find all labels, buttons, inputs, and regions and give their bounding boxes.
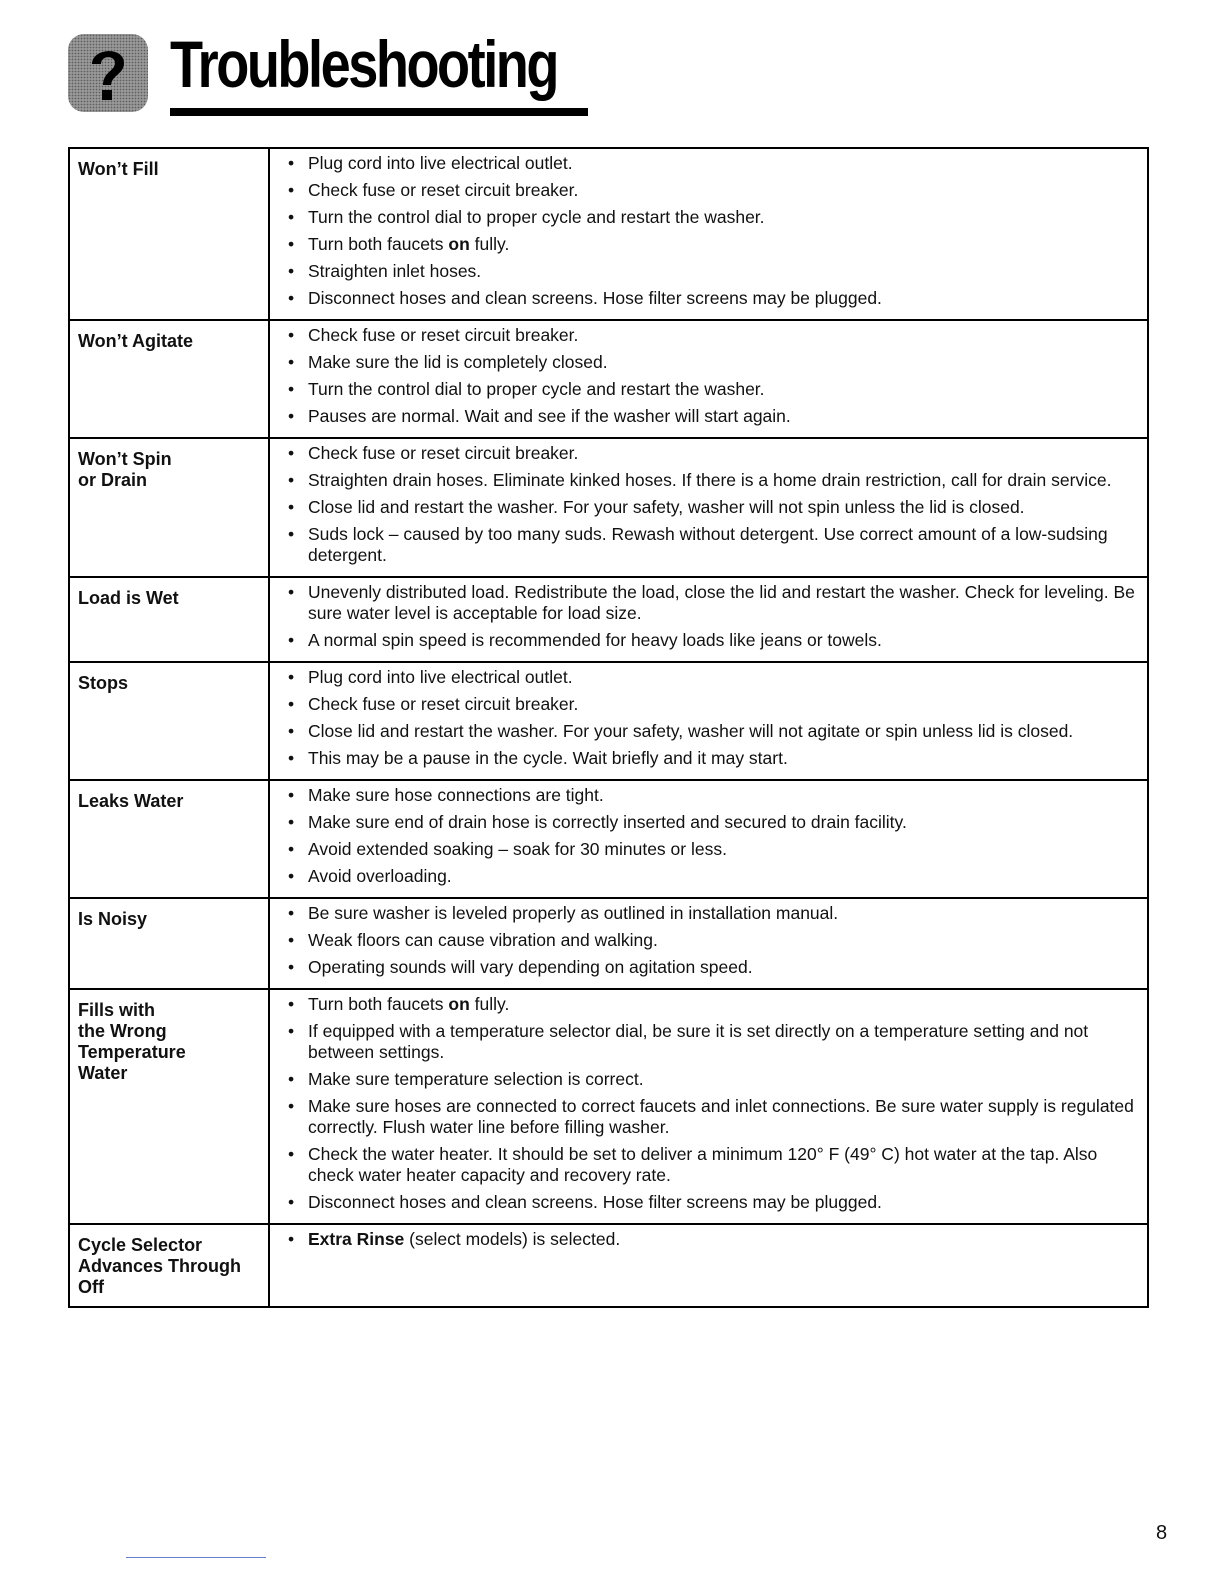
remedy-text: Turn both faucets: [308, 234, 449, 254]
remedy-list: [288, 785, 1141, 887]
problem-label: Load is Wet: [78, 588, 179, 608]
remedy-item: [288, 748, 1141, 769]
remedy-list: [288, 325, 1141, 427]
remedy-item: [288, 1192, 1141, 1213]
remedy-text: Close lid and restart the washer. For your safety, washer will not spin unless the lid is closed.: [308, 497, 1025, 517]
remedy-text: Straighten inlet hoses.: [308, 261, 482, 281]
remedy-text: Check fuse or reset circuit breaker.: [308, 325, 579, 345]
remedy-emphasis: Extra Rinse: [308, 1229, 405, 1249]
remedy-text: Be sure washer is leveled properly as outlined in installation manual.: [308, 903, 839, 923]
remedy-item: [288, 839, 1141, 860]
remedy-text: Make sure the lid is completely closed.: [308, 352, 608, 372]
problem-label: or Drain: [78, 470, 148, 490]
problem-label: Cycle Selector: [78, 1235, 203, 1255]
table-row: [69, 577, 1148, 662]
remedy-item: [288, 524, 1141, 566]
remedies-cell: [269, 1224, 1148, 1307]
page-title: Troubleshooting: [170, 27, 558, 101]
remedy-emphasis: on: [448, 994, 470, 1014]
question-mark-icon: [68, 34, 148, 112]
remedy-item: [288, 1021, 1141, 1063]
remedy-item: [288, 207, 1141, 228]
title-underline: [170, 108, 588, 116]
problem-label: Water: [78, 1063, 128, 1083]
remedy-text: A normal spin speed is recommended for heavy loads like jeans or towels.: [308, 630, 882, 650]
remedy-text: Check fuse or reset circuit breaker.: [308, 180, 579, 200]
table-row: [69, 662, 1148, 780]
problem-cell: [69, 1224, 269, 1307]
remedy-text: Check the water heater. It should be set to deliver a minimum 120° F (49° C) hot water at the tap. Also check water heater capacity and recovery rate.: [308, 1144, 1098, 1185]
remedy-text: Make sure temperature selection is correct.: [308, 1069, 644, 1089]
remedy-item: [288, 180, 1141, 201]
remedy-list: [288, 153, 1141, 309]
remedy-item: [288, 470, 1141, 491]
remedy-item: [288, 1229, 1141, 1250]
remedy-text: Turn the control dial to proper cycle and restart the washer.: [308, 207, 765, 227]
problem-label: Leaks Water: [78, 791, 184, 811]
remedy-text: Disconnect hoses and clean screens. Hose filter screens may be plugged.: [308, 1192, 882, 1212]
remedies-cell: [269, 577, 1148, 662]
remedy-list: [288, 1229, 1141, 1250]
remedy-item: [288, 903, 1141, 924]
remedy-text: Avoid extended soaking – soak for 30 minutes or less.: [308, 839, 727, 859]
remedy-text: Weak floors can cause vibration and walking.: [308, 930, 658, 950]
remedy-item: [288, 785, 1141, 806]
table-row: [69, 989, 1148, 1224]
remedy-text: This may be a pause in the cycle. Wait briefly and it may start.: [308, 748, 788, 768]
remedy-text: Turn both faucets: [308, 994, 449, 1014]
remedy-item: [288, 930, 1141, 951]
remedy-list: [288, 667, 1141, 769]
table-row: [69, 1224, 1148, 1307]
remedy-text: Straighten drain hoses. Eliminate kinked hoses. If there is a home drain restriction, call for drain service.: [308, 470, 1112, 490]
remedy-item: [288, 630, 1141, 651]
remedy-item: [288, 957, 1141, 978]
remedies-cell: [269, 320, 1148, 438]
table-row: [69, 148, 1148, 320]
troubleshooting-table: [68, 147, 1149, 1308]
table-row: [69, 780, 1148, 898]
remedy-item: [288, 1144, 1141, 1186]
remedy-text: Turn the control dial to proper cycle and restart the washer.: [308, 379, 765, 399]
problem-cell: [69, 780, 269, 898]
table-row: [69, 438, 1148, 577]
problem-label: Won’t Fill: [78, 159, 159, 179]
remedy-item: [288, 994, 1141, 1015]
remedy-item: [288, 1096, 1141, 1138]
problem-label: Off: [78, 1277, 104, 1297]
remedy-list: [288, 994, 1141, 1213]
problem-label: Temperature: [78, 1042, 186, 1062]
problem-cell: [69, 320, 269, 438]
problem-label: Is Noisy: [78, 909, 148, 929]
remedy-list: [288, 582, 1141, 651]
remedy-text: fully.: [469, 994, 510, 1014]
remedies-cell: [269, 662, 1148, 780]
problem-label: Stops: [78, 673, 129, 693]
remedies-cell: [269, 438, 1148, 577]
remedy-text: Suds lock – caused by too many suds. Rewash without detergent. Use correct amount of a low-sudsing detergent.: [308, 524, 1108, 565]
remedy-item: [288, 812, 1141, 833]
remedy-item: [288, 234, 1141, 255]
remedy-text: Avoid overloading.: [308, 866, 452, 886]
remedy-item: [288, 352, 1141, 373]
remedy-text: Check fuse or reset circuit breaker.: [308, 694, 579, 714]
remedy-item: [288, 443, 1141, 464]
problem-cell: [69, 662, 269, 780]
remedy-item: [288, 582, 1141, 624]
remedy-text: (select models) is selected.: [404, 1229, 621, 1249]
remedy-text: Disconnect hoses and clean screens. Hose filter screens may be plugged.: [308, 288, 882, 308]
footer-rule: [126, 1557, 266, 1558]
page-number: 8: [1156, 1522, 1168, 1544]
remedy-list: [288, 443, 1141, 566]
remedy-text: Unevenly distributed load. Redistribute the load, close the lid and restart the washer. Check for leveling. Be sure water level is acceptable for load size.: [308, 582, 1135, 623]
remedy-item: [288, 497, 1141, 518]
problem-cell: [69, 438, 269, 577]
problem-cell: [69, 898, 269, 989]
remedy-text: fully.: [469, 234, 510, 254]
remedies-cell: [269, 989, 1148, 1224]
remedy-item: [288, 866, 1141, 887]
remedy-text: Plug cord into live electrical outlet.: [308, 667, 573, 687]
problem-label: Won’t Spin: [78, 449, 172, 469]
remedy-item: [288, 667, 1141, 688]
remedy-text: Make sure hose connections are tight.: [308, 785, 604, 805]
problem-label: the Wrong: [78, 1021, 167, 1041]
remedy-item: [288, 153, 1141, 174]
table-row: [69, 320, 1148, 438]
remedy-emphasis: on: [448, 234, 470, 254]
problem-cell: [69, 989, 269, 1224]
remedy-item: [288, 325, 1141, 346]
remedies-cell: [269, 898, 1148, 989]
remedy-item: [288, 1069, 1141, 1090]
remedy-text: Check fuse or reset circuit breaker.: [308, 443, 579, 463]
remedy-item: [288, 261, 1141, 282]
remedy-item: [288, 721, 1141, 742]
problem-label: Advances Through: [78, 1256, 242, 1276]
remedy-text: Operating sounds will vary depending on agitation speed.: [308, 957, 753, 977]
remedy-item: [288, 288, 1141, 309]
problem-cell: [69, 148, 269, 320]
remedy-item: [288, 406, 1141, 427]
remedy-text: Pauses are normal. Wait and see if the washer will start again.: [308, 406, 791, 426]
remedies-cell: [269, 780, 1148, 898]
remedy-text: Make sure hoses are connected to correct faucets and inlet connections. Be sure water supply is regulated correctly. Flush water line before filling washer.: [308, 1096, 1134, 1137]
remedy-text: Make sure end of drain hose is correctly inserted and secured to drain facility.: [308, 812, 907, 832]
remedies-cell: [269, 148, 1148, 320]
remedy-text: Plug cord into live electrical outlet.: [308, 153, 573, 173]
remedy-text: If equipped with a temperature selector dial, be sure it is set directly on a temperature setting and not between settings.: [308, 1021, 1089, 1062]
problem-label: Fills with: [78, 1000, 156, 1020]
table-row: [69, 898, 1148, 989]
remedy-item: [288, 379, 1141, 400]
problem-label: Won’t Agitate: [78, 331, 193, 351]
remedy-list: [288, 903, 1141, 978]
remedy-item: [288, 694, 1141, 715]
remedy-text: Close lid and restart the washer. For your safety, washer will not agitate or spin unless lid is closed.: [308, 721, 1074, 741]
problem-cell: [69, 577, 269, 662]
